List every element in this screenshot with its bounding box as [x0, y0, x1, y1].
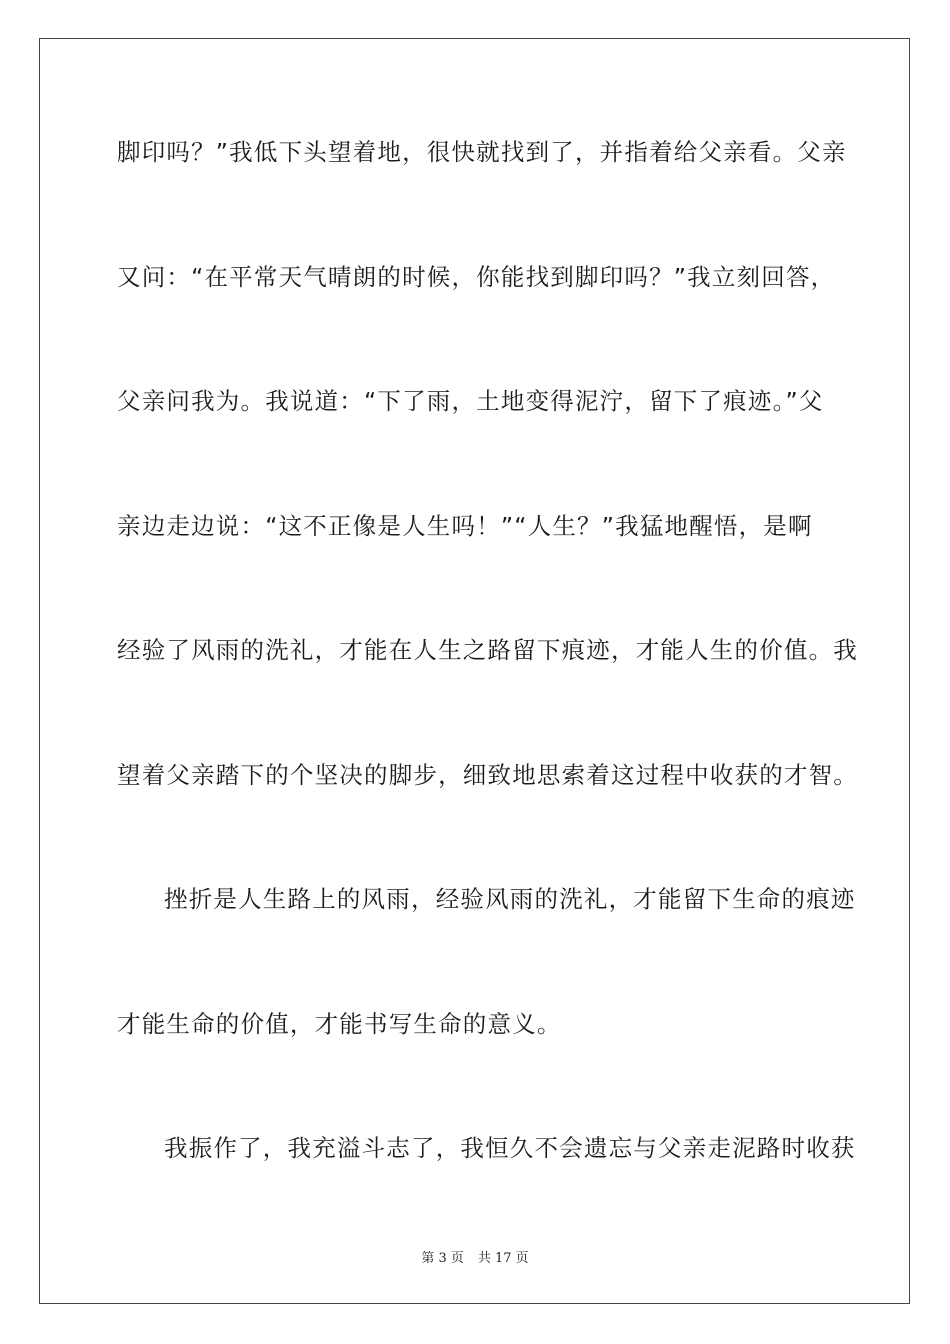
body-text-line: 脚印吗？”我低下头望着地，很快就找到了，并指着给父亲看。父亲 [117, 138, 847, 166]
body-text-line: 父亲问我为。我说道：“下了雨，土地变得泥泞，留下了痕迹。”父 [117, 387, 824, 415]
body-text-line: 亲边走边说：“这不正像是人生吗！”“人生？”我猛地醒悟，是啊 [117, 512, 813, 540]
body-text-line: 又问：“在平常天气晴朗的时候，你能找到脚印吗？”我立刻回答， [117, 263, 836, 291]
total-pages: 共 17 页 [477, 1251, 529, 1266]
paragraph-first-line: 挫折是人生路上的风雨，经验风雨的洗礼，才能留下生命的痕迹 [164, 885, 856, 913]
body-text-line: 经验了风雨的洗礼，才能在人生之路留下痕迹，才能人生的价值。我 [117, 636, 858, 664]
body-text-line: 才能生命的价值，才能书写生命的意义。 [117, 1010, 562, 1038]
page-border [39, 38, 910, 1304]
page-number: 第 3 页 [421, 1251, 464, 1266]
paragraph-first-line: 我振作了，我充溢斗志了，我恒久不会遗忘与父亲走泥路时收获 [164, 1134, 856, 1162]
body-text-line: 望着父亲踏下的个坚决的脚步，细致地思索着这过程中收获的才智。 [117, 761, 858, 789]
page-footer [0, 1247, 950, 1266]
